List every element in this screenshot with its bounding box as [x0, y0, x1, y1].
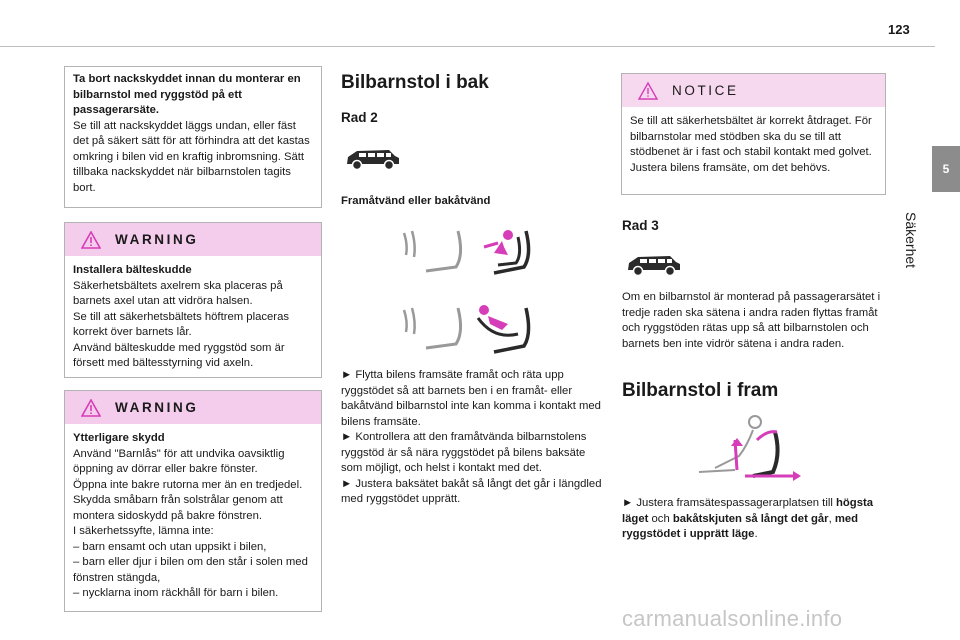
intro-text: Se till att nackskyddet läggs undan, eller fäst det på säkert sätt för att förhindra att det kastas omkring i bilen vid en kraftig inbromsning. Sätt tillbaka nackskyddet när bilbarnstolen tagits bort.: [73, 119, 310, 194]
chapter-title: Säkerhet: [903, 212, 919, 269]
front-end: .: [754, 528, 758, 540]
instruction-line: ► Flytta bilens framsäte framåt och räta upp ryggstödet så att barnets ben i en framåt- eller bakåtvänd bilbarnstol inte kan komma i kontakt med bilens framsäte.: [341, 369, 601, 428]
forward-facing-seat-icon: [398, 225, 538, 280]
watermark: carmanualsonline.info: [622, 606, 843, 631]
warning-2-line: I säkerhetssyfte, lämna inte:: [73, 525, 214, 537]
warning-1-line: Säkerhetsbältets axelrem ska placeras på barnets axel utan att vidröra halsen.: [73, 279, 283, 307]
warning-label: WARNING: [115, 400, 199, 415]
notice-box: [621, 73, 886, 195]
chapter-tab[interactable]: 5: [932, 146, 960, 192]
warning-2-line: – nycklarna inom räckhåll för barn i bilen.: [73, 587, 279, 599]
intro-bold: Ta bort nackskyddet innan du monterar en bilbarnstol med ryggstöd på ett passagerarsäte.: [73, 73, 301, 116]
notice-text: Se till att säkerhetsbältet är korrekt åtdraget. För bilbarnstolar med stödben ska du se till att stödbenet är i fast och stabil kontakt med golvet. Justera bilens framsäte, om det behövs.: [630, 115, 872, 174]
warning-icon: [81, 231, 101, 249]
notice-label: NOTICE: [672, 83, 739, 98]
notice-icon: [638, 82, 658, 100]
instruction-line: ► Kontrollera att den framåtvända bilbarnstolens ryggstöd är så nära ryggstödet på bilens baksäte som möjligt, och helst i kontakt med det.: [341, 431, 587, 474]
instruction-line: ► Justera baksätet bakåt så långt det går i längdled med ryggstödet upprätt.: [341, 477, 602, 505]
warning-header: [65, 391, 321, 424]
warning-2-line: Öppna inte bakre rutorna mer än en tredjedel.: [73, 478, 303, 491]
warning-1-line: Se till att säkerhetsbältets höftrem placeras korrekt över barnets lår.: [73, 310, 289, 338]
car-row2-icon: [343, 146, 403, 172]
front-bold-1: högsta läget: [622, 497, 874, 525]
front-bold-3: med ryggstödet i upprätt läge: [622, 512, 859, 540]
rear-seat-instructions: [341, 368, 609, 508]
warning-label: WARNING: [115, 232, 199, 247]
section-title-rear: Bilbarnstol i bak: [341, 72, 489, 93]
warning-2-bold: Ytterligare skydd: [73, 432, 165, 444]
front-pre: ► Justera framsätespassagerarplatsen till: [622, 497, 833, 509]
warning-2-line: – barn eller djur i bilen om den står i solen med fönstren stängda,: [73, 556, 308, 584]
front-seat-adjust-icon: [695, 410, 805, 482]
section-title-front: Bilbarnstol i fram: [622, 380, 779, 401]
warning-2-line: Skydda småbarn från solstrålar genom att montera sidoskydd på bakre fönstren.: [73, 494, 283, 522]
front-bold-2: bakåtskjuten så långt det går: [672, 512, 829, 525]
warning-header: [65, 223, 321, 256]
warning-2-line: – barn ensamt och utan uppsikt i bilen,: [73, 540, 267, 553]
front-sep: ,: [828, 512, 835, 525]
header-rule: [0, 46, 935, 47]
orientation-subheading: Framåtvänd eller bakåtvänd: [341, 195, 491, 207]
row3-text: Om en bilbarnstol är monterad på passagerarsätet i tredje raden ska sätena i andra raden flyttas framåt och ryggstöden rätas upp så att bilbarnstolen och barnets ben inte vidrör sätena i andra raden.: [622, 291, 881, 350]
car-row3-icon: [624, 252, 684, 278]
warning-box-1: [64, 222, 322, 378]
warning-1-line: Använd bälteskudde med ryggstöd som är försett med bältesstyrning vid axeln.: [73, 341, 285, 369]
warning-box-2: [64, 390, 322, 612]
intro-box: [64, 66, 322, 208]
row2-heading: Rad 2: [341, 110, 378, 125]
notice-header: [622, 74, 885, 107]
warning-1-bold: Installera bälteskudde: [73, 264, 192, 276]
front-mid: och: [648, 512, 673, 525]
warning-icon: [81, 399, 101, 417]
front-seat-instruction: [622, 496, 884, 543]
row3-heading: Rad 3: [622, 218, 659, 233]
page-number: 123: [888, 22, 910, 37]
warning-2-line: Använd "Barnlås" för att undvika oavsiktlig öppning av dörrar eller bakre fönster.: [73, 447, 285, 475]
rear-facing-seat-icon: [398, 300, 538, 358]
